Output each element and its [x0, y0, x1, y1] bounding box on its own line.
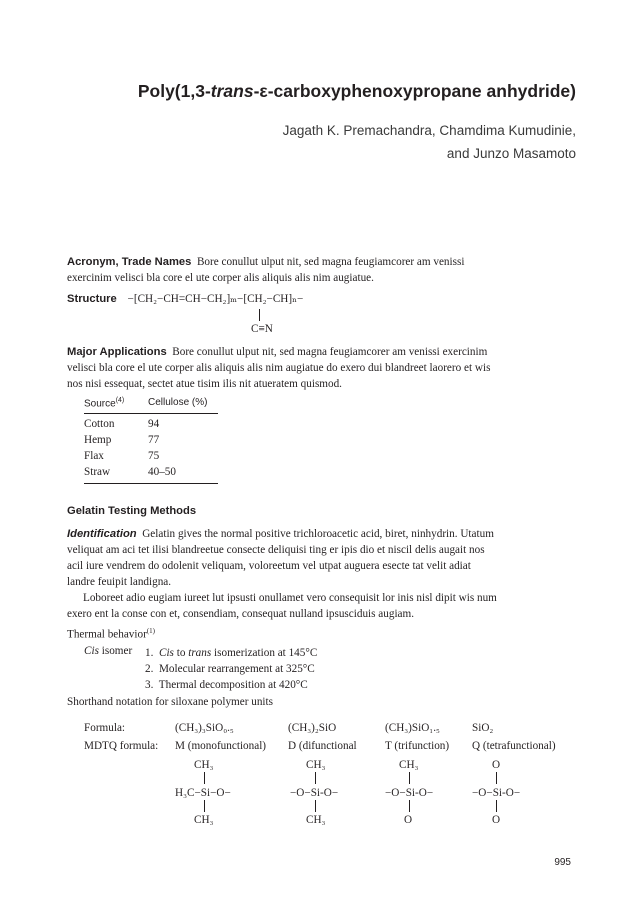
mdtq-m: M (monofunctional)	[175, 740, 267, 752]
identification-text: Gelatin gives the normal positive trichloroacetic acid, biret, ninhydrin. Utatum veliquat am aci tet ilisi blandreetue consecte deliquisi ting er ipis dio et niscil delis augait nos acil iure vendrem do odolenit veliquam, voloreetum vel utpat auguera esecte tat velit adiat landre feuipit landigna.	[67, 528, 494, 588]
acronym-label: Acronym, Trade Names	[67, 256, 192, 268]
thermal-steps	[145, 645, 317, 693]
list-item: 3. Thermal decomposition at 420°C	[145, 679, 308, 691]
d-top: CH₃	[306, 759, 326, 771]
m-top: CH₃	[194, 759, 214, 771]
table-rule-bottom	[84, 483, 218, 484]
mdtq-d: D (difunctional	[288, 740, 357, 752]
authors-line-1: Jagath K. Premachandra, Chamdima Kumudinie,	[282, 123, 576, 138]
cis-isomer-label: Cis isomer	[84, 645, 133, 657]
m-middle: H₃C−Si−O−	[175, 787, 231, 799]
acronym-text: Bore conullut ulput nit, sed magna feugiamcorer am venissi exercinim velisci bla core el ute corper alis aliquis alis nim augiatue.	[67, 256, 465, 284]
t-bond-top	[409, 772, 410, 784]
list-item: 2. Molecular rearrangement at 325°C	[145, 663, 315, 675]
q-bottom: O	[492, 814, 501, 826]
m-bond-top	[204, 772, 205, 784]
cellulose-table	[84, 418, 218, 482]
gelatin-heading: Gelatin Testing Methods	[67, 505, 197, 517]
m-bond-bottom	[204, 800, 205, 812]
t-bottom: O	[404, 814, 413, 826]
acronym-section	[67, 254, 497, 286]
chapter-title: Poly(1,3-trans-ε-carboxyphenoxypropane anhydride)	[137, 81, 576, 101]
table-header-cellulose: Cellulose (%)	[148, 397, 208, 408]
mdtq-q: Q (tetrafunctional)	[472, 740, 556, 752]
page-number: 995	[554, 857, 571, 868]
formula-q: SiO₂	[472, 722, 494, 734]
table-row: Straw 40–50	[84, 466, 176, 478]
q-bond-bottom	[496, 800, 497, 812]
mdtq-t: T (trifunction)	[385, 740, 450, 752]
table-row: Flax 75	[84, 450, 160, 462]
formula-m: (CH₃)₃SiO₀.₅	[175, 722, 234, 734]
t-bond-bottom	[409, 800, 410, 812]
d-middle: −O−Si-O−	[290, 787, 339, 799]
t-middle: −O−Si-O−	[385, 787, 434, 799]
gelatin-paragraph-2: Loboreet adio eugiam iureet lut ipsusti onullamet vero consequisit lor inis nisl dipit wis num exero ent la conse con et, consendiam, consequat nulland ipsusciduis augiam.	[67, 592, 497, 620]
d-bond-top	[315, 772, 316, 784]
list-item: 1. Cis to trans isomerization at 145°C	[145, 647, 318, 659]
formula-label: Formula:	[84, 722, 126, 734]
authors-line-2: and Junzo Masamoto	[446, 146, 576, 161]
table-rule-top	[84, 413, 218, 414]
q-top: O	[492, 759, 501, 771]
siloxane-caption: Shorthand notation for siloxane polymer units	[67, 696, 274, 708]
identification-paragraph	[67, 526, 497, 590]
identification-label: Identification	[67, 528, 137, 540]
q-bond-top	[496, 772, 497, 784]
d-bottom: CH₃	[306, 814, 326, 826]
thermal-label: Thermal behavior$^{(1)}$	[67, 627, 156, 641]
major-applications-section	[67, 344, 497, 392]
table-row: Hemp 77	[84, 434, 160, 446]
table-row: Cotton 94	[84, 418, 160, 430]
d-bond-bottom	[315, 800, 316, 812]
structure-section	[67, 292, 303, 305]
m-bottom: CH₃	[194, 814, 214, 826]
major-applications-text: Bore conullut ulput nit, sed magna feugiamcorer am venissi exercinim velisci bla core el ute corper alis aliquis alis nim augiatue do exero dui blandreet laorero et wis nos nisi essequat, sectet atue tisim ilis nit atueratem quismod.	[67, 346, 491, 390]
formula-d: (CH₃)₂SiO	[288, 722, 337, 734]
major-applications-label: Major Applications	[67, 346, 167, 358]
structure-pendant: C≡N	[251, 323, 273, 335]
formula-t: (CH₃)SiO₁.₅	[385, 722, 440, 734]
structure-label: Structure	[67, 293, 117, 305]
mdtq-label: MDTQ formula:	[84, 740, 159, 752]
structure-formula: −[CH₂−CH=CH−CH₂]ₘ−[CH₂−CH]ₙ−	[127, 293, 304, 305]
table-header-source: Source$^{(4)}$	[84, 397, 125, 410]
t-top: CH₃	[399, 759, 419, 771]
structure-bond	[259, 309, 260, 321]
q-middle: −O−Si-O−	[472, 787, 521, 799]
